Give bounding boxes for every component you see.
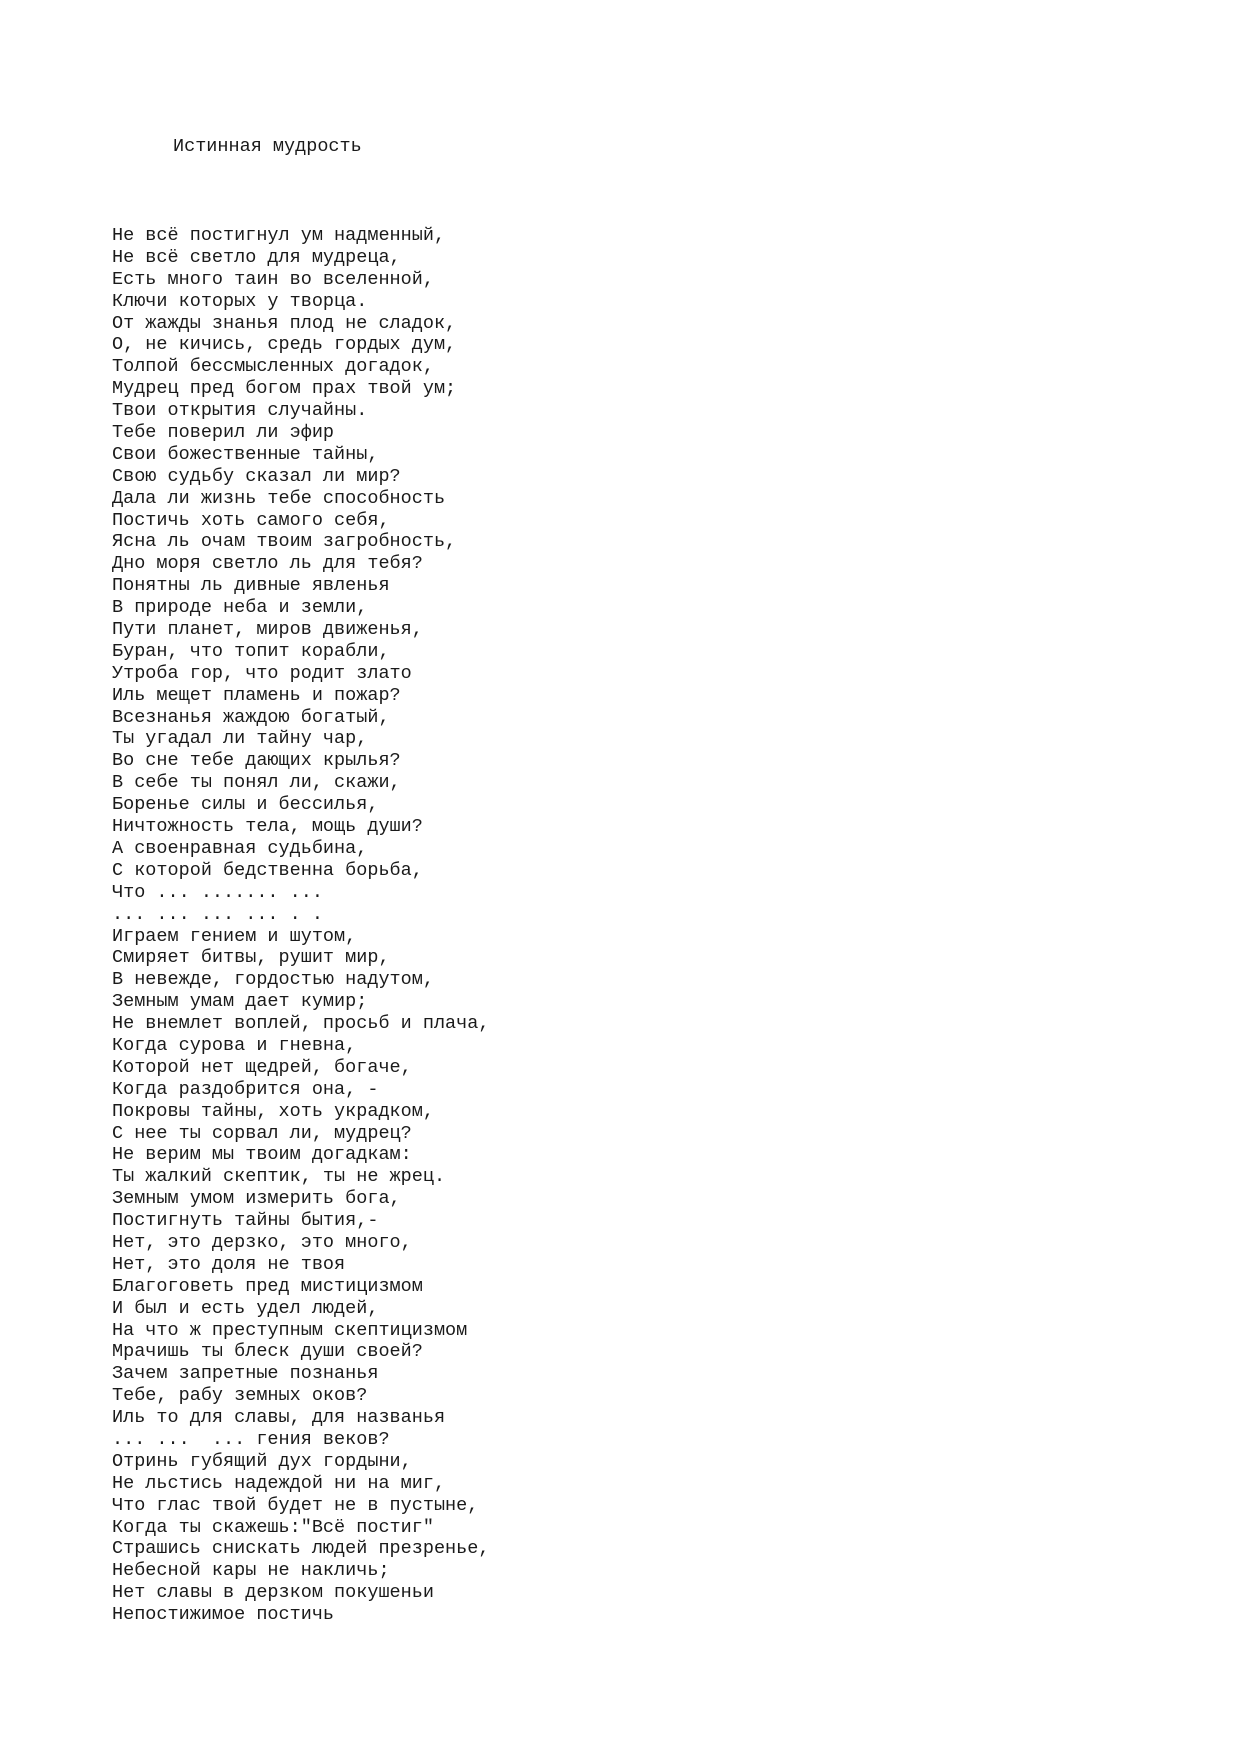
poem-line: Буран, что топит корабли, bbox=[112, 640, 390, 662]
poem-line: Которой нет щедрей, богаче, bbox=[112, 1056, 412, 1078]
poem-line: Земным умом измерить бога, bbox=[112, 1188, 401, 1210]
poem-line: Играем гением и шутом, bbox=[112, 925, 357, 947]
poem-line: Иль мещет пламень и пожар? bbox=[112, 684, 401, 706]
poem-line: Есть много таин во вселенной, bbox=[112, 268, 434, 290]
poem-line: С нее ты сорвал ли, мудрец? bbox=[112, 1122, 412, 1144]
poem-line: Свои божественные тайны, bbox=[112, 443, 379, 465]
poem-line: ... ... ... гения веков? bbox=[112, 1428, 390, 1450]
poem-line: Мрачишь ты блеск души своей? bbox=[112, 1341, 423, 1363]
poem-line: Не внемлет воплей, просьб и плача, bbox=[112, 1013, 490, 1035]
poem-line: Тебе поверил ли эфир bbox=[112, 422, 335, 444]
poem-line: В невежде, гордостью надутом, bbox=[112, 969, 434, 991]
poem-line: ... ... ... ... . . bbox=[112, 903, 323, 925]
poem-line: А своенравная судьбина, bbox=[112, 837, 368, 859]
poem-line: С которой бедственна борьба, bbox=[112, 859, 423, 881]
poem-line: Зачем запретные познанья bbox=[112, 1363, 379, 1385]
poem-line: Не верим мы твоим догадкам: bbox=[112, 1144, 412, 1166]
poem-line: Ничтожность тела, мощь души? bbox=[112, 816, 423, 838]
poem-line: Не льстись надеждой ни на миг, bbox=[112, 1472, 446, 1494]
poem-line: Благоговеть пред мистицизмом bbox=[112, 1275, 423, 1297]
poem-line: Небесной кары не накличь; bbox=[112, 1560, 390, 1582]
poem-line: Не всё светло для мудреца, bbox=[112, 246, 401, 268]
poem-line: Всезнанья жаждою богатый, bbox=[112, 706, 390, 728]
poem-line: Тебе, рабу земных оков? bbox=[112, 1385, 368, 1407]
poem-line: Нет, это дерзко, это много, bbox=[112, 1231, 412, 1253]
poem-line: Ключи которых у творца. bbox=[112, 290, 368, 312]
poem-body bbox=[112, 225, 489, 1626]
poem-line: Утроба гор, что родит злато bbox=[112, 662, 412, 684]
poem-line: Нет, это доля не твоя bbox=[112, 1253, 346, 1275]
poem-line: Иль то для славы, для названья bbox=[112, 1407, 446, 1429]
poem-line: Толпой бессмысленных догадок, bbox=[112, 356, 434, 378]
poem-line: Когда ты скажешь:"Всё постиг" bbox=[112, 1516, 434, 1538]
poem-line: Отринь губящий дух гордыни, bbox=[112, 1450, 412, 1472]
poem-line: В себе ты понял ли, скажи, bbox=[112, 772, 401, 794]
poem-line: Что ... ....... ... bbox=[112, 881, 323, 903]
poem-line: Страшись снискать людей презренье, bbox=[112, 1538, 490, 1560]
poem-line: Когда раздобрится она, - bbox=[112, 1078, 379, 1100]
poem-line: Боренье силы и бессилья, bbox=[112, 794, 379, 816]
poem-line: На что ж преступным скептицизмом bbox=[112, 1319, 468, 1341]
poem-line: В природе неба и земли, bbox=[112, 597, 368, 619]
poem-line: Непостижимое постичь bbox=[112, 1604, 335, 1626]
poem-line: Мудрец пред богом прах твой ум; bbox=[112, 378, 457, 400]
poem-line: От жажды знанья плод не сладок, bbox=[112, 312, 457, 334]
poem-line: Когда сурова и гневна, bbox=[112, 1034, 357, 1056]
poem-line: Земным умам дает кумир; bbox=[112, 991, 368, 1013]
poem-line: Свою судьбу сказал ли мир? bbox=[112, 465, 401, 487]
poem-line: Постичь хоть самого себя, bbox=[112, 509, 390, 531]
poem-line: Дала ли жизнь тебе способность bbox=[112, 487, 446, 509]
poem-line: Твои открытия случайны. bbox=[112, 400, 368, 422]
poem-line: И был и есть удел людей, bbox=[112, 1297, 379, 1319]
poem-line: Не всё постигнул ум надменный, bbox=[112, 225, 446, 246]
poem-line: Ты жалкий скептик, ты не жрец. bbox=[112, 1166, 446, 1188]
poem-line: Ты угадал ли тайну чар, bbox=[112, 728, 368, 750]
poem-line: О, не кичись, средь гордых дум, bbox=[112, 334, 457, 356]
poem-title: Истинная мудрость bbox=[173, 136, 362, 157]
poem-line: Ясна ль очам твоим загробность, bbox=[112, 531, 457, 553]
poem-line: Пути планет, миров движенья, bbox=[112, 619, 423, 641]
poem-line: Покровы тайны, хоть украдком, bbox=[112, 1100, 434, 1122]
poem-line: Что глас твой будет не в пустыне, bbox=[112, 1494, 479, 1516]
poem-line: Смиряет битвы, рушит мир, bbox=[112, 947, 390, 969]
poem-line: Во сне тебе дающих крылья? bbox=[112, 750, 401, 772]
poem-line: Дно моря светло ль для тебя? bbox=[112, 553, 423, 575]
poem-line: Постигнуть тайны бытия,- bbox=[112, 1210, 379, 1232]
poem-line: Нет славы в дерзком покушеньи bbox=[112, 1582, 434, 1604]
poem-line: Понятны ль дивные явленья bbox=[112, 575, 390, 597]
